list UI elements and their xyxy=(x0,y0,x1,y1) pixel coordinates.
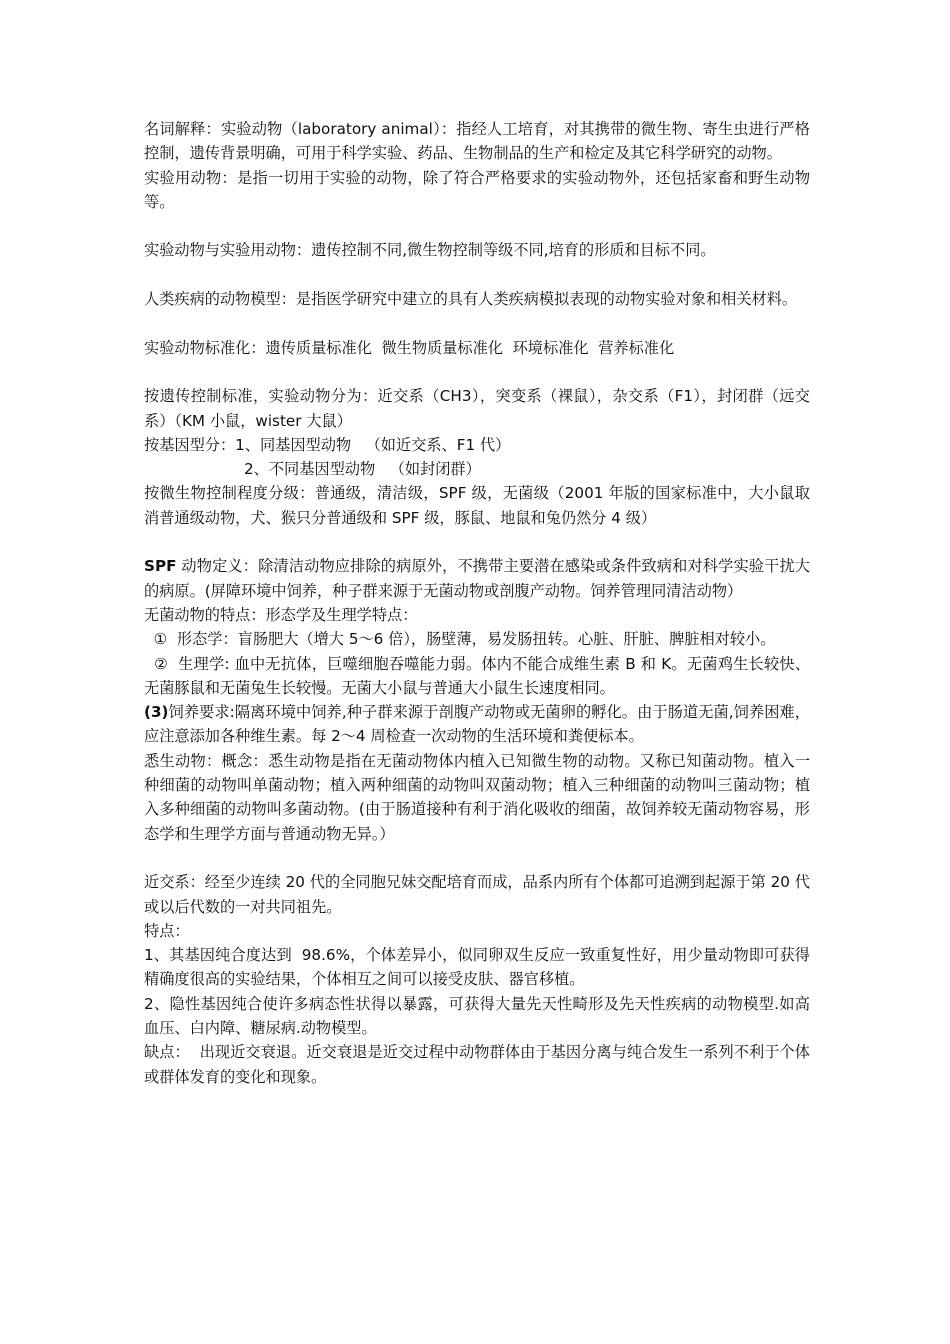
blank-line xyxy=(144,214,810,238)
germfree-feeding xyxy=(144,700,810,749)
blank-line xyxy=(144,311,810,335)
genotype-classification-2: 2、不同基因型动物 （如封闭群） xyxy=(244,460,481,479)
feature-1: 1、其基因纯合度达到 98.6%，个体差异小，似同卵双生反应一致重复性好，用少量动物即可获得精确度很高的实验结果，个体相互之间可以接受皮肤、器官移植。 xyxy=(144,946,810,989)
standardization-line: 实验动物标准化：遗传质量标准化 微生物质量标准化 环境标准化 营养标准化 xyxy=(144,338,675,357)
definition-animal-model: 人类疾病的动物模型：是指医学研究中建立的具有人类疾病模拟表现的动物实验对象和相关材料。 xyxy=(144,290,798,309)
genotype-classification-1: 按基因型分：1、同基因型动物 （如近交系、F1 代） xyxy=(144,435,511,454)
feature-2: 2、隐性基因纯合使许多病态性状得以暴露，可获得大量先天性畸形及先天性疾病的动物模型.如高血压、白内障、糖尿病.动物模型。 xyxy=(144,994,810,1037)
definition-laboratory-animal: 名词解释：实验动物（laboratory animal）：指经人工培育，对其携带的微生物、寄生虫进行严格控制，遗传背景明确，可用于科学实验、药品、生物制品的生产和检定及其它科学研究的动物。 xyxy=(144,120,810,163)
comparison-line: 实验动物与实验用动物：遗传控制不同,微生物控制等级不同,培育的形质和目标不同。 xyxy=(144,241,716,260)
inbred-strain-definition: 近交系：经至少连续 20 代的全同胞兄妹交配培育而成，品系内所有个体都可追溯到起源于第 20 代或以后代数的一对共同祖先。 xyxy=(144,873,810,916)
features-heading: 特点： xyxy=(144,921,190,940)
germfree-physiology: ② 生理学: 血中无抗体，巨噬细胞吞噬能力弱。体内不能合成维生素 B 和 K。无菌鸡生长较快、无菌豚鼠和无菌兔生长较慢。无菌大小鼠与普通大小鼠生长速度相同。 xyxy=(144,654,811,697)
germfree-features-heading: 无菌动物的特点：形态学及生理学特点： xyxy=(144,605,418,624)
blank-line xyxy=(144,360,810,384)
feeding-number: (3) xyxy=(144,703,169,722)
germfree-morphology: ① 形态学：盲肠肥大（增大 5～6 倍），肠壁薄，易发肠扭转。心脏、肝脏、脾脏相对较小。 xyxy=(144,630,776,649)
spf-label: SPF xyxy=(144,557,177,576)
spf-definition xyxy=(144,554,810,603)
microbial-classification: 按微生物控制程度分级：普通级，清洁级，SPF 级，无菌级（2001 年版的国家标准中，大小鼠取消普通级动物，犬、猴只分普通级和 SPF 级，豚鼠、地鼠和兔仍然分 4 级） xyxy=(144,484,810,527)
genetic-control-classification: 按遗传控制标准，实验动物分为：近交系（CH3），突变系（裸鼠），杂交系（F1），封闭群（远交系）（KM 小鼠，wister 大鼠） xyxy=(144,387,810,430)
blank-line xyxy=(144,530,810,554)
definition-experimental-animal: 实验用动物：是指一切用于实验的动物，除了符合严格要求的实验动物外，还包括家畜和野生动物等。 xyxy=(144,168,810,211)
feeding-text: 饲养要求:隔离环境中饲养,种子群来源于剖腹产动物或无菌卵的孵化。由于肠道无菌,饲养困难，应注意添加各种维生素。每 2～4 周检查一次动物的生活环境和粪便标本。 xyxy=(144,703,810,746)
drawback: 缺点： 出现近交衰退。近交衰退是近交过程中动物群体由于基因分离与纯合发生一系列不利于个体或群体发育的变化和现象。 xyxy=(144,1043,810,1086)
blank-line xyxy=(144,263,810,287)
spf-text: 动物定义：除清洁动物应排除的病原外，不携带主要潜在感染或条件致病和对科学实验干扰大的病原。(屏障环境中饲养，种子群来源于无菌动物或剖腹产动物。饲养管理同清洁动物） xyxy=(144,557,810,600)
gnotobiotic-definition: 悉生动物：概念：悉生动物是指在无菌动物体内植入已知微生物的动物。又称已知菌动物。植入一种细菌的动物叫单菌动物；植入两种细菌的动物叫双菌动物；植入三种细菌的动物叫三菌动物；植入多种细菌的动物叫多菌动物。(由于肠道接种有利于消化吸收的细菌，故饲养较无菌动物容易，形态学和生理学方面与普通动物无异。） xyxy=(144,751,810,843)
blank-line xyxy=(144,846,810,870)
document-page xyxy=(144,117,810,1089)
